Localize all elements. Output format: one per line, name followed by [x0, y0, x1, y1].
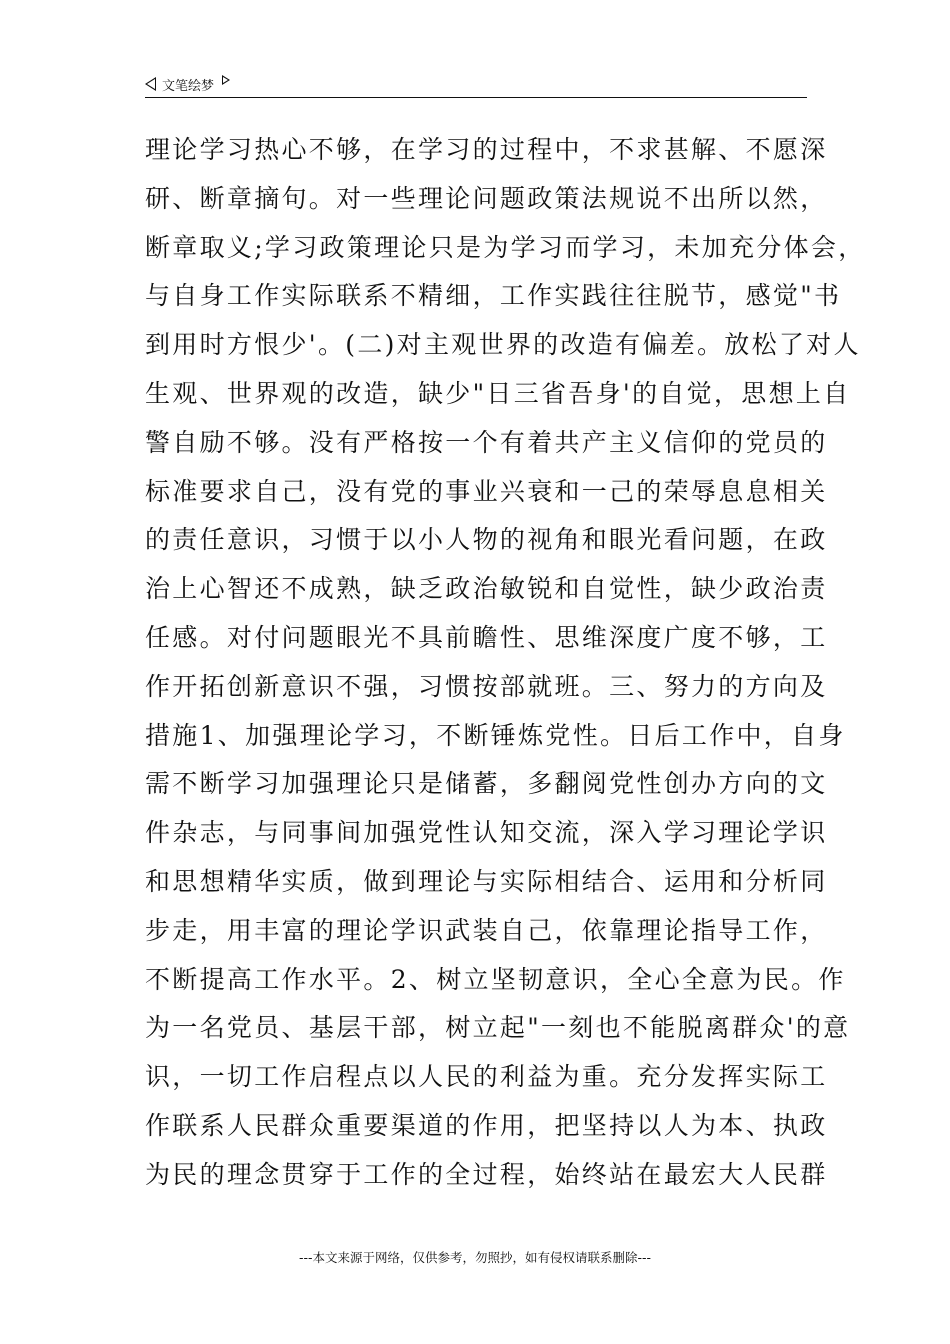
body-line: 断章取义;学习政策理论只是为学习而学习，未加充分体会，: [145, 232, 866, 262]
body-line: 识，一切工作启程点以人民的利益为重。充分发挥实际工: [145, 1062, 828, 1092]
brand-label: 文笔绘梦: [162, 78, 215, 94]
header-brand: [145, 72, 230, 96]
body-line: 和思想精华实质，做到理论与实际相结合、运用和分析同: [145, 866, 828, 896]
body-line: 为民的理念贯穿于工作的全过程，始终站在最宏大人民群: [145, 1159, 828, 1189]
body-line: 标准要求自己，没有党的事业兴衰和一己的荣辱息息相关: [145, 476, 828, 506]
body-line: 作开拓创新意识不强，习惯按部就班。三、努力的方向及: [145, 671, 828, 701]
body-line: 到用时方恨少'。(二)对主观世界的改造有偏差。放松了对人: [145, 330, 861, 360]
right-triangle-icon: [222, 75, 230, 85]
body-line: 步走，用丰富的理论学识武装自己，依靠理论指导工作，: [145, 915, 828, 945]
footer-notice: ---本文来源于网络，仅供参考，勿照抄，如有侵权请联系删除---: [298, 1250, 652, 1265]
body-line: 为一名党员、基层干部，树立起"一刻也不能脱离群众'的意: [145, 1013, 851, 1043]
body-line: 作联系人民群众重要渠道的作用，把坚持以人为本、执政: [145, 1110, 828, 1140]
body-line: 任感。对付问题眼光不具前瞻性、思维深度广度不够，工: [145, 622, 828, 652]
body-line: 研、断章摘句。对一些理论问题政策法规说不出所以然，: [145, 183, 828, 213]
body-line: 理论学习热心不够，在学习的过程中，不求甚解、不愿深: [145, 135, 828, 164]
document-body: [145, 130, 866, 1204]
body-line: 措施1、加强理论学习，不断锤炼党性。日后工作中，自身: [145, 720, 846, 750]
body-line: 生观、世界观的改造，缺少"日三省吾身'的自觉，思想上自: [145, 378, 851, 408]
body-line: 不断提高工作水平。2、树立坚韧意识，全心全意为民。作: [145, 964, 846, 994]
left-triangle-icon: [145, 77, 156, 91]
body-line: 需不断学习加强理论只是储蓄，多翻阅党性创办方向的文: [145, 769, 828, 799]
header-divider: [145, 97, 807, 98]
body-line: 警自励不够。没有严格按一个有着共产主义信仰的党员的: [145, 427, 828, 457]
body-line: 件杂志，与同事间加强党性认知交流，深入学习理论学识: [145, 818, 828, 848]
page-header: [145, 72, 807, 100]
body-line: 与自身工作实际联系不精细，工作实践往往脱节，感觉"书: [145, 281, 842, 311]
body-line: 的责任意识，习惯于以小人物的视角和眼光看问题，在政: [145, 525, 828, 555]
body-line: 治上心智还不成熟，缺乏政治敏锐和自觉性，缺少政治责: [145, 574, 828, 604]
